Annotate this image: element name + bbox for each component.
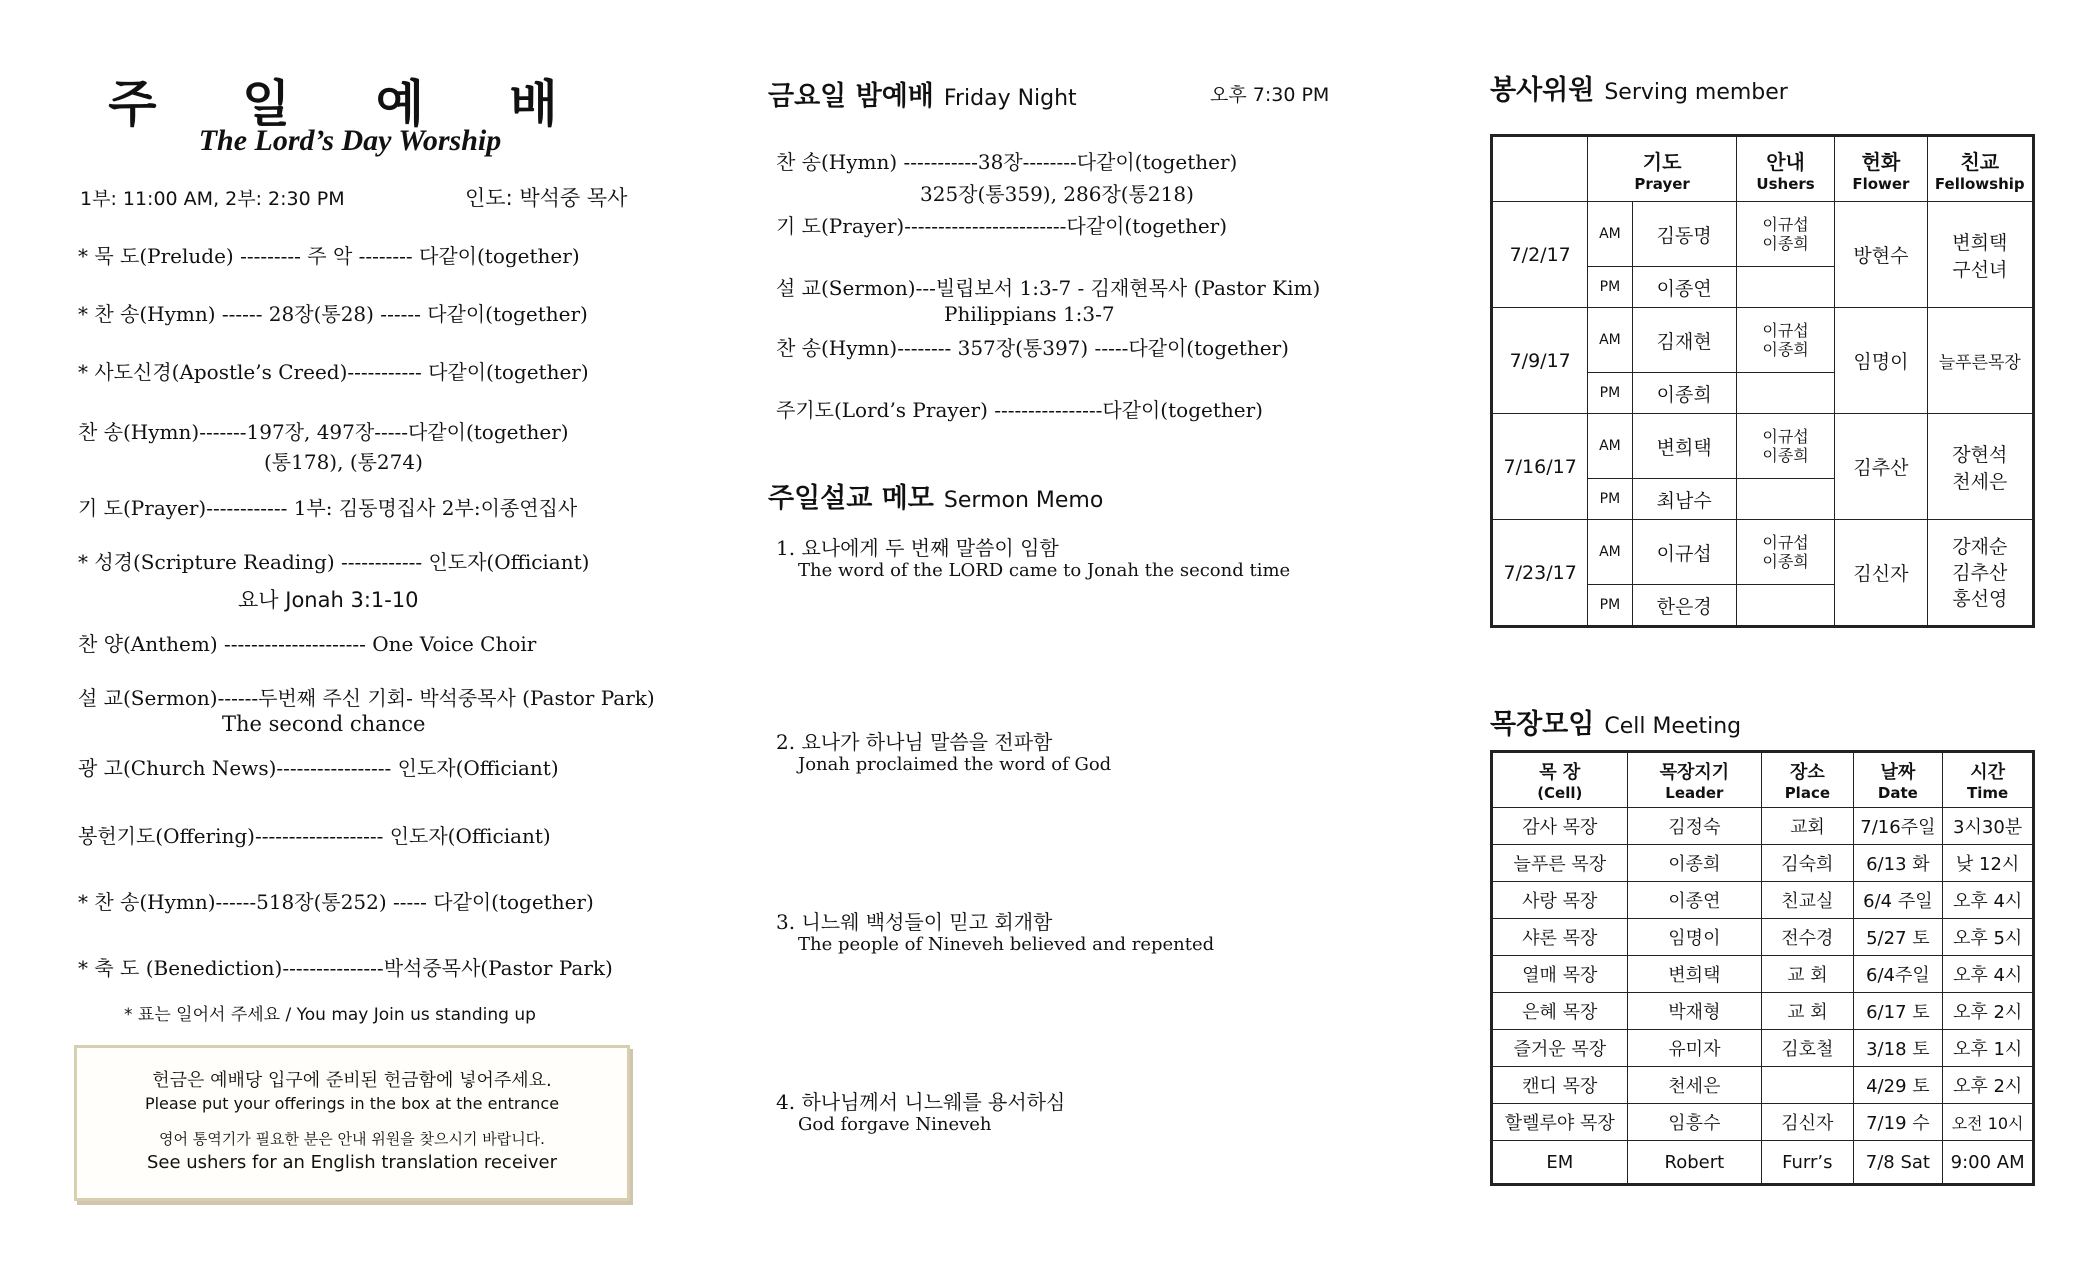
cell-time: 오후 2시: [1943, 993, 2034, 1030]
table-row: [1492, 993, 2034, 1030]
cell-place: 김숙희: [1762, 845, 1853, 882]
table-row: [1492, 882, 2034, 919]
serving-title: 봉사위원: [1490, 75, 1595, 106]
cell-name: 은혜 목장: [1492, 993, 1628, 1030]
serving-heading: [1490, 68, 1788, 107]
fellowship: 늘푸른목장: [1927, 308, 2033, 414]
cell-leader: 임명이: [1627, 919, 1762, 956]
cell-time: 오전 10시: [1943, 1104, 2034, 1141]
cell-place: 교 회: [1762, 993, 1853, 1030]
slot-pm: PM: [1588, 267, 1632, 308]
service-times: 1부: 11:00 AM, 2부: 2:30 PM: [80, 188, 345, 210]
ushers-pm: [1736, 585, 1834, 627]
cell-date: 7/8 Sat: [1853, 1141, 1943, 1185]
order-item-prelude: * 묵 도(Prelude) --------- 주 악 -------- 다같이(together): [78, 244, 580, 268]
table-row: [1492, 919, 2034, 956]
cell-header-row: [1492, 752, 2034, 808]
flower: 방현수: [1835, 202, 1927, 308]
cell-name: 할렐루야 목장: [1492, 1104, 1628, 1141]
ushers-pm: [1736, 479, 1834, 520]
cell-date: 6/4 주일: [1853, 882, 1943, 919]
cell-name: EM: [1492, 1141, 1628, 1185]
standing-note: * 표는 일어서 주세요 / You may Join us standing up: [124, 1005, 536, 1025]
ushers-pm: [1736, 373, 1834, 414]
cell-time: 오후 4시: [1943, 956, 2034, 993]
translation-notice-ko: 영어 통역기가 필요한 분은 안내 위원을 찾으시기 바랍니다.: [159, 1130, 545, 1148]
cell-header-place: 장소 Place: [1762, 752, 1853, 808]
cell-name: 캔디 목장: [1492, 1067, 1628, 1104]
cell-leader: 변희택: [1627, 956, 1762, 993]
cell-leader: 박재형: [1627, 993, 1762, 1030]
memo-point-2: 2. 요나가 하나님 말씀을 전파함: [776, 730, 1053, 754]
memo-point-2-en: Jonah proclaimed the word of God: [798, 754, 1112, 775]
serving-header-ushers: 안내 Ushers: [1736, 136, 1834, 202]
offering-notice-en: Please put your offerings in the box at the entrance: [144, 1094, 560, 1113]
friday-item-hymn-2: 찬 송(Hymn)-------- 357장(통397) -----다같이(together): [776, 336, 1289, 360]
memo-point-1-en: The word of the LORD came to Jonah the second time: [798, 560, 1291, 581]
friday-item-hymn: 찬 송(Hymn) -----------38장--------다같이(together): [776, 150, 1238, 174]
cell-leader: 김정숙: [1627, 808, 1762, 845]
pm-prayer: 이종희: [1632, 373, 1736, 414]
cell-date: 6/4주일: [1853, 956, 1943, 993]
friday-item-prayer: 기 도(Prayer)------------------------다같이(together): [776, 214, 1228, 238]
worship-column: [60, 0, 660, 1275]
memo-point-4-en: God forgave Nineveh: [798, 1114, 992, 1135]
slot-am: AM: [1588, 414, 1632, 479]
memo-point-4: 4. 하나님께서 니느웨를 용서하심: [776, 1090, 1066, 1114]
memo-title-en: Sermon Memo: [943, 488, 1104, 513]
pm-prayer: 최남수: [1632, 479, 1736, 520]
table-row: [1492, 845, 2034, 882]
worship-leader: 인도: 박석중 목사: [465, 186, 628, 210]
cell-date: 5/27 토: [1853, 919, 1943, 956]
table-row: [1492, 1104, 2034, 1141]
scripture-reference: 요나 Jonah 3:1-10: [238, 588, 419, 612]
fellowship: 변희택 구선녀: [1927, 202, 2033, 308]
flower: 임명이: [1835, 308, 1927, 414]
cell-place: 교회: [1762, 808, 1853, 845]
order-item-hymn-1: * 찬 송(Hymn) ------ 28장(통28) ------ 다같이(together): [78, 302, 588, 326]
serving-date: 7/16/17: [1492, 414, 1588, 520]
order-item-creed: * 사도신경(Apostle’s Creed)----------- 다같이(together): [78, 360, 589, 384]
cell-header-cell: 목 장 (Cell): [1492, 752, 1628, 808]
hymn-2-sub: (통178), (통274): [264, 450, 423, 474]
cell-date: 4/29 토: [1853, 1067, 1943, 1104]
cell-name: 샤론 목장: [1492, 919, 1628, 956]
cell-name: 열매 목장: [1492, 956, 1628, 993]
translation-notice-en: See ushers for an English translation receiver: [146, 1152, 558, 1173]
slot-am: AM: [1588, 520, 1632, 585]
table-row: [1492, 956, 2034, 993]
ushers-pm: [1736, 267, 1834, 308]
serving-date: 7/2/17: [1492, 202, 1588, 308]
memo-point-3: 3. 니느웨 백성들이 믿고 회개함: [776, 910, 1053, 934]
offering-notice-ko: 헌금은 예배당 입구에 준비된 헌금함에 넣어주세요.: [152, 1070, 552, 1091]
serving-header-date: [1492, 136, 1588, 202]
worship-title: 주 일 예 배: [108, 75, 592, 133]
slot-pm: PM: [1588, 373, 1632, 414]
flower: 김추산: [1835, 414, 1927, 520]
cell-place: 교 회: [1762, 956, 1853, 993]
order-item-scripture: * 성경(Scripture Reading) ------------ 인도자(Officiant): [78, 550, 590, 574]
serving-date: 7/23/17: [1492, 520, 1588, 627]
cell-header-time: 시간 Time: [1943, 752, 2034, 808]
slot-am: AM: [1588, 202, 1632, 267]
serving-header-fellowship: 친교 Fellowship: [1927, 136, 2033, 202]
offering-notice-box: [74, 1045, 630, 1201]
serving-header-flower: 헌화 Flower: [1835, 136, 1927, 202]
serving-table: [1490, 134, 2035, 628]
cell-date: 7/19 수: [1853, 1104, 1943, 1141]
friday-heading: [768, 74, 1077, 113]
am-prayer: 이규섭: [1632, 520, 1736, 585]
cell-leader: 천세은: [1627, 1067, 1762, 1104]
cell-date: 7/16주일: [1853, 808, 1943, 845]
cell-date: 6/13 화: [1853, 845, 1943, 882]
ushers: 이규섭 이종희: [1736, 202, 1834, 267]
cell-time: 오후 1시: [1943, 1030, 2034, 1067]
cell-place: 전수경: [1762, 919, 1853, 956]
friday-memo-column: [760, 0, 1380, 1275]
cell-time: 낮 12시: [1943, 845, 2034, 882]
slot-pm: PM: [1588, 585, 1632, 627]
am-prayer: 변희택: [1632, 414, 1736, 479]
cell-place: 친교실: [1762, 882, 1853, 919]
cell-place: 김호철: [1762, 1030, 1853, 1067]
cell-name: 늘푸른 목장: [1492, 845, 1628, 882]
fellowship: 장현석 천세은: [1927, 414, 2033, 520]
cell-leader: 임흥수: [1627, 1104, 1762, 1141]
memo-point-3-en: The people of Nineveh believed and repented: [798, 934, 1215, 955]
memo-heading: [768, 476, 1103, 515]
friday-hymn-sub: 325장(통359), 286장(통218): [920, 182, 1194, 206]
cell-leader: Robert: [1627, 1141, 1762, 1185]
cell-time: 오후 4시: [1943, 882, 2034, 919]
cell-title: 목장모임: [1490, 709, 1595, 740]
cell-time: 오후 5시: [1943, 919, 2034, 956]
cell-header-date: 날짜 Date: [1853, 752, 1943, 808]
sermon-title-en: The second chance: [222, 712, 426, 736]
friday-sermon-sub: Philippians 1:3-7: [944, 302, 1115, 326]
memo-point-1: 1. 요나에게 두 번째 말씀이 임함: [776, 536, 1059, 560]
order-item-benediction: * 축 도 (Benediction)---------------박석중목사(Pastor Park): [78, 956, 613, 980]
table-row: [1492, 808, 2034, 845]
serving-row-am: [1492, 308, 2034, 373]
friday-item-sermon: 설 교(Sermon)---빌립보서 1:3-7 - 김재현목사 (Pastor Kim): [776, 276, 1321, 300]
serving-header-row: [1492, 136, 2034, 202]
order-item-hymn-2: 찬 송(Hymn)-------197장, 497장-----다같이(together): [78, 420, 569, 444]
cell-title-en: Cell Meeting: [1604, 714, 1742, 739]
friday-title-en: Friday Night: [943, 86, 1077, 111]
order-item-hymn-3: * 찬 송(Hymn)------518장(통252) ----- 다같이(together): [78, 890, 594, 914]
cell-header-leader: 목장지기 Leader: [1627, 752, 1762, 808]
cell-place: [1762, 1067, 1853, 1104]
cell-name: 즐거운 목장: [1492, 1030, 1628, 1067]
cell-time: 3시30분: [1943, 808, 2034, 845]
order-item-sermon: 설 교(Sermon)------두번째 주신 기회- 박석중목사 (Pastor Park): [78, 686, 655, 710]
cell-leader: 이종연: [1627, 882, 1762, 919]
cell-place: Furr’s: [1762, 1141, 1853, 1185]
cell-time: 9:00 AM: [1943, 1141, 2034, 1185]
fellowship: 강재순 김추산 홍선영: [1927, 520, 2033, 627]
cell-name: 사랑 목장: [1492, 882, 1628, 919]
table-row: [1492, 1030, 2034, 1067]
friday-title: 금요일 밤예배: [768, 81, 934, 112]
pm-prayer: 한은경: [1632, 585, 1736, 627]
cell-leader: 유미자: [1627, 1030, 1762, 1067]
cell-table: [1490, 750, 2035, 1186]
flower: 김신자: [1835, 520, 1927, 627]
table-row: [1492, 1141, 2034, 1185]
slot-am: AM: [1588, 308, 1632, 373]
slot-pm: PM: [1588, 479, 1632, 520]
table-row: [1492, 1067, 2034, 1104]
order-item-news: 광 고(Church News)----------------- 인도자(Officiant): [78, 756, 559, 780]
friday-time: 오후 7:30 PM: [1210, 84, 1330, 106]
serving-row-am: [1492, 414, 2034, 479]
memo-title: 주일설교 메모: [768, 483, 934, 514]
ushers: 이규섭 이종희: [1736, 520, 1834, 585]
serving-row-am: [1492, 202, 2034, 267]
worship-title-en: The Lord’s Day Worship: [198, 124, 502, 157]
cell-date: 6/17 토: [1853, 993, 1943, 1030]
serving-date: 7/9/17: [1492, 308, 1588, 414]
order-item-offering: 봉헌기도(Offering)------------------- 인도자(Officiant): [78, 824, 551, 848]
ushers: 이규섭 이종희: [1736, 308, 1834, 373]
cell-heading: [1490, 702, 1741, 741]
schedule-column: [1490, 0, 2050, 1275]
cell-name: 감사 목장: [1492, 808, 1628, 845]
serving-row-am: [1492, 520, 2034, 585]
cell-leader: 이종희: [1627, 845, 1762, 882]
cell-date: 3/18 토: [1853, 1030, 1943, 1067]
serving-header-prayer: 기도 Prayer: [1588, 136, 1737, 202]
pm-prayer: 이종연: [1632, 267, 1736, 308]
friday-item-lords-prayer: 주기도(Lord’s Prayer) ----------------다같이(together): [776, 398, 1263, 422]
am-prayer: 김동명: [1632, 202, 1736, 267]
ushers: 이규섭 이종희: [1736, 414, 1834, 479]
order-item-anthem: 찬 양(Anthem) --------------------- One Voice Choir: [78, 632, 537, 656]
order-item-prayer: 기 도(Prayer)------------ 1부: 김동명집사 2부:이종연집사: [78, 496, 578, 520]
cell-time: 오후 2시: [1943, 1067, 2034, 1104]
am-prayer: 김재현: [1632, 308, 1736, 373]
serving-title-en: Serving member: [1604, 80, 1788, 105]
cell-place: 김신자: [1762, 1104, 1853, 1141]
